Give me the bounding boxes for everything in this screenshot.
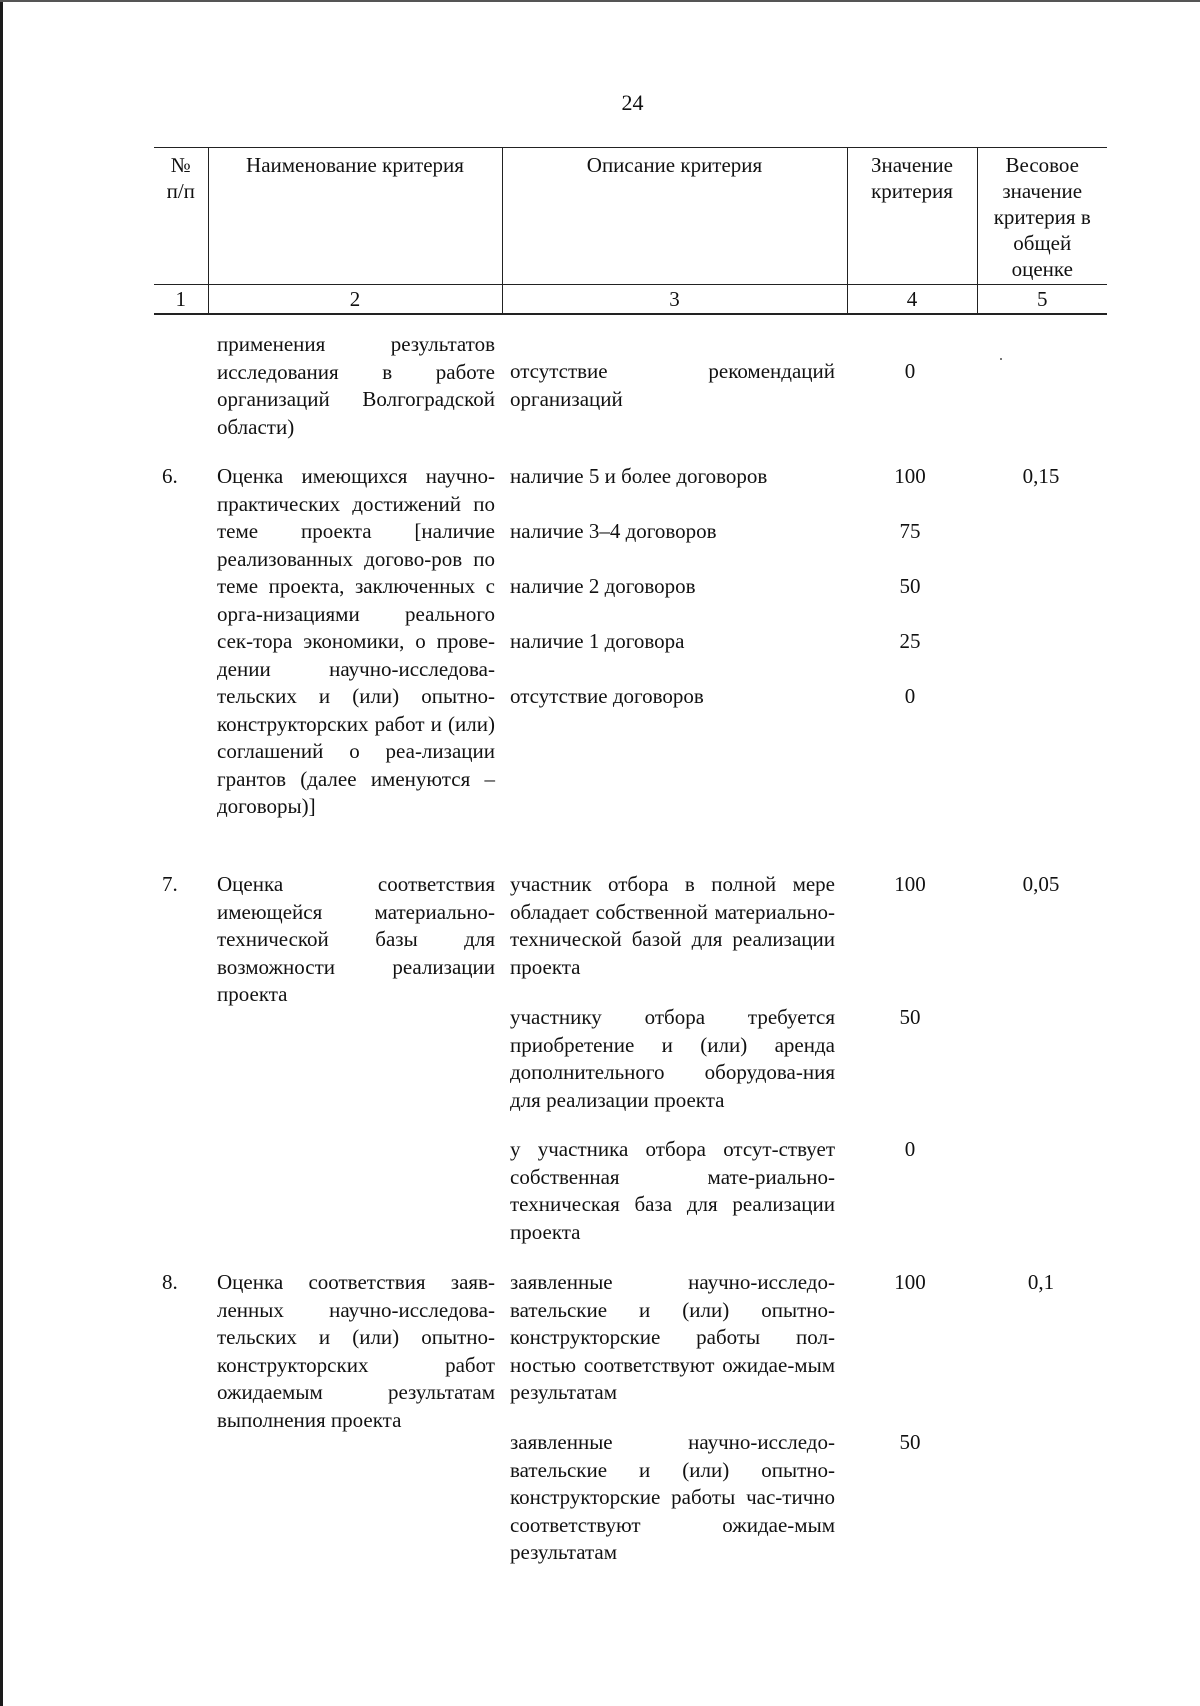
criterion-7-name: Оценка соответствия имеющейся материально-технической базы для возможности реализации проекта <box>217 872 495 1006</box>
criterion-6-option-4: наличие 1 договора <box>510 629 685 653</box>
criteria-table-header <box>154 147 1107 315</box>
continuation-name: применения результатов исследования в работе организаций Волгоградской области) <box>217 332 495 439</box>
scan-edge <box>0 0 3 1706</box>
criterion-8-value-1: 100 <box>894 1270 926 1294</box>
criterion-6-option-2: наличие 3–4 договоров <box>510 519 717 543</box>
criterion-6-option-3: наличие 2 договоров <box>510 574 696 598</box>
criterion-6-value-5: 0 <box>904 684 916 708</box>
criterion-7-option-2: участнику отбора требуется приобретение и (или) аренда дополнительного оборудова-ния для реализации проекта <box>510 1005 835 1112</box>
header-value: Значение критерия <box>847 148 977 285</box>
criterion-7-value-2: 50 <box>899 1005 921 1029</box>
criterion-6-option-5: отсутствие договоров <box>510 684 704 708</box>
column-number-2: 2 <box>208 285 502 315</box>
criterion-6-value-1: 100 <box>894 464 926 488</box>
criterion-6-weight: 0,15 <box>1022 464 1060 488</box>
criterion-8-option-1: заявленные научно-исследо-вательские и (или) опытно-конструкторские работы пол-ностью соответствуют ожидае-мым результатам <box>510 1270 835 1404</box>
criterion-7-weight: 0,05 <box>1022 872 1060 896</box>
criterion-8-weight: 0,1 <box>1027 1270 1055 1294</box>
criterion-7-value-3: 0 <box>904 1137 916 1161</box>
criterion-6-option-1: наличие 5 и более договоров <box>510 464 768 488</box>
criterion-7-option-3: у участника отбора отсут-ствует собственная мате-риально-техническая база для реализации проекта <box>510 1137 835 1244</box>
header-weight: Весовое значение критерия в общей оценке <box>977 148 1107 285</box>
criterion-6-number: 6. <box>162 464 178 488</box>
page-number: 24 <box>621 90 644 115</box>
criterion-7-value-1: 100 <box>894 872 926 896</box>
criterion-6-value-4: 25 <box>899 629 921 653</box>
criterion-6-name: Оценка имеющихся научно-практических достижений по теме проекта [наличие реализованных догово-ров по теме проекта, заключенных с орга-низациями реального сек-тора экономики, о прове-дении научно-исследова-тельских и (или) опытно-конструкторских работ и (или) соглашений о реа-лизации грантов (далее именуются – договоры)] <box>217 464 495 818</box>
criterion-8-name: Оценка соответствия заяв-ленных научно-исследова-тельских и (или) опытно-конструкторских работ ожидаемым результатам выполнения проекта <box>217 1270 495 1432</box>
header-number: № п/п <box>154 148 208 285</box>
continuation-value: 0 <box>904 359 916 383</box>
criterion-8-value-2: 50 <box>899 1430 921 1454</box>
criterion-7-option-1: участник отбора в полной мере обладает собственной материально-технической базой для реализации проекта <box>510 872 835 979</box>
header-name: Наименование критерия <box>208 148 502 285</box>
criterion-8-number: 8. <box>162 1270 178 1294</box>
criterion-7-number: 7. <box>162 872 178 896</box>
scan-speck <box>1000 358 1002 360</box>
header-description: Описание критерия <box>502 148 847 285</box>
criterion-6-value-3: 50 <box>899 574 921 598</box>
column-number-5: 5 <box>977 285 1107 315</box>
criterion-8-option-2: заявленные научно-исследо-вательские и (или) опытно-конструкторские работы час-тично соответствуют ожидае-мым результатам <box>510 1430 835 1564</box>
criterion-6-value-2: 75 <box>899 519 921 543</box>
continuation-description: отсутствие рекомендаций организаций <box>510 359 835 411</box>
column-number-1: 1 <box>154 285 208 315</box>
column-number-3: 3 <box>502 285 847 315</box>
scan-edge-top <box>0 0 1200 2</box>
column-number-4: 4 <box>847 285 977 315</box>
